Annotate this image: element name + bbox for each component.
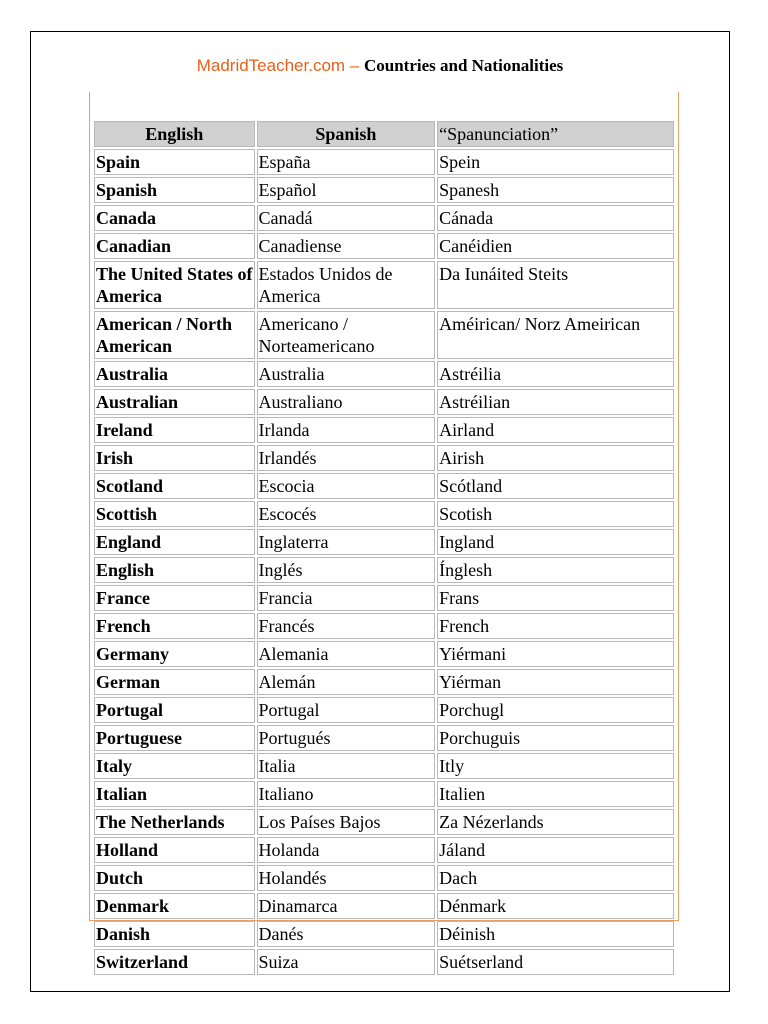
english-cell: Switzerland — [94, 949, 255, 975]
header-separator: – — [345, 56, 364, 75]
spanunciation-cell: Za Nézerlands — [437, 809, 674, 835]
table-row — [94, 233, 674, 259]
spanunciation-cell: Canéidien — [437, 233, 674, 259]
spanish-cell: Irlandés — [257, 445, 436, 471]
column-header-spanunciation: “Spanunciation” — [437, 121, 674, 147]
table-frame — [89, 92, 679, 972]
spanish-cell: Portugués — [257, 725, 436, 751]
spanunciation-cell: Spein — [437, 149, 674, 175]
english-cell: Denmark — [94, 893, 255, 919]
table-row — [94, 585, 674, 611]
table-row — [94, 389, 674, 415]
brand-name: MadridTeacher.com — [196, 56, 346, 75]
spanunciation-cell: Dénmark — [437, 893, 674, 919]
english-cell: Portuguese — [94, 725, 255, 751]
english-cell: Portugal — [94, 697, 255, 723]
column-header-english: English — [94, 121, 255, 147]
table-row — [94, 725, 674, 751]
spanunciation-cell: Scótland — [437, 473, 674, 499]
spanunciation-cell: Porchuguis — [437, 725, 674, 751]
table-row — [94, 445, 674, 471]
english-cell: Holland — [94, 837, 255, 863]
spanish-cell: Italiano — [257, 781, 436, 807]
spanish-cell: Holandés — [257, 865, 436, 891]
table-row — [94, 949, 674, 975]
spanunciation-cell: Ínglesh — [437, 557, 674, 583]
table-row — [94, 837, 674, 863]
table-row — [94, 261, 674, 309]
table-row — [94, 781, 674, 807]
spanish-cell: Estados Unidos de America — [257, 261, 436, 309]
spanish-cell: Canadiense — [257, 233, 436, 259]
table-row — [94, 417, 674, 443]
table-row — [94, 557, 674, 583]
spanunciation-cell: Yiérman — [437, 669, 674, 695]
spanunciation-cell: Italien — [437, 781, 674, 807]
page-title: Countries and Nationalities — [363, 56, 564, 75]
spanish-cell: Americano / Norteamericano — [257, 311, 436, 359]
spanish-cell: Dinamarca — [257, 893, 436, 919]
english-cell: The Netherlands — [94, 809, 255, 835]
table-body — [94, 149, 674, 975]
spanish-cell: Los Países Bajos — [257, 809, 436, 835]
spanish-cell: Escocés — [257, 501, 436, 527]
table-row — [94, 473, 674, 499]
column-header-spanish: Spanish — [257, 121, 436, 147]
english-cell: Australian — [94, 389, 255, 415]
spanunciation-cell: Itly — [437, 753, 674, 779]
spanish-cell: Portugal — [257, 697, 436, 723]
spanunciation-cell: Jáland — [437, 837, 674, 863]
spanunciation-cell: Airish — [437, 445, 674, 471]
english-cell: French — [94, 613, 255, 639]
english-cell: Germany — [94, 641, 255, 667]
english-cell: Dutch — [94, 865, 255, 891]
spanunciation-cell: Déinish — [437, 921, 674, 947]
spanunciation-cell: Astréilia — [437, 361, 674, 387]
table-row — [94, 361, 674, 387]
table-row — [94, 865, 674, 891]
table-row — [94, 669, 674, 695]
spanunciation-cell: Ingland — [437, 529, 674, 555]
spanunciation-cell: French — [437, 613, 674, 639]
spanish-cell: Canadá — [257, 205, 436, 231]
table-row — [94, 311, 674, 359]
spanunciation-cell: Cánada — [437, 205, 674, 231]
english-cell: Italian — [94, 781, 255, 807]
spanish-cell: Suiza — [257, 949, 436, 975]
english-cell: Canadian — [94, 233, 255, 259]
spanunciation-cell: Frans — [437, 585, 674, 611]
english-cell: German — [94, 669, 255, 695]
spanunciation-cell: Scotish — [437, 501, 674, 527]
english-cell: English — [94, 557, 255, 583]
table-row — [94, 177, 674, 203]
english-cell: Australia — [94, 361, 255, 387]
spanish-cell: Irlanda — [257, 417, 436, 443]
spanunciation-cell: Da Iunáited Steits — [437, 261, 674, 309]
english-cell: France — [94, 585, 255, 611]
spanish-cell: Holanda — [257, 837, 436, 863]
table-row — [94, 501, 674, 527]
countries-table — [92, 119, 676, 977]
spanunciation-cell: Astréilian — [437, 389, 674, 415]
table-row — [94, 149, 674, 175]
spanish-cell: Inglaterra — [257, 529, 436, 555]
spanunciation-cell: Spanesh — [437, 177, 674, 203]
document-page — [30, 31, 730, 992]
spanish-cell: Italia — [257, 753, 436, 779]
english-cell: Italy — [94, 753, 255, 779]
english-cell: Ireland — [94, 417, 255, 443]
table-row — [94, 641, 674, 667]
spanunciation-cell: Dach — [437, 865, 674, 891]
table-row — [94, 205, 674, 231]
english-cell: Scotland — [94, 473, 255, 499]
english-cell: Canada — [94, 205, 255, 231]
english-cell: Danish — [94, 921, 255, 947]
spanish-cell: Australia — [257, 361, 436, 387]
table-row — [94, 529, 674, 555]
spanish-cell: Escocia — [257, 473, 436, 499]
table-row — [94, 613, 674, 639]
table-row — [94, 809, 674, 835]
spanish-cell: Inglés — [257, 557, 436, 583]
spanish-cell: España — [257, 149, 436, 175]
spanunciation-cell: Suétserland — [437, 949, 674, 975]
english-cell: Spanish — [94, 177, 255, 203]
page-header — [31, 56, 729, 76]
english-cell: The United States of America — [94, 261, 255, 309]
spanish-cell: Español — [257, 177, 436, 203]
spanish-cell: Francés — [257, 613, 436, 639]
english-cell: Scottish — [94, 501, 255, 527]
english-cell: Irish — [94, 445, 255, 471]
table-row — [94, 893, 674, 919]
spanish-cell: Alemania — [257, 641, 436, 667]
table-row — [94, 921, 674, 947]
spanish-cell: Alemán — [257, 669, 436, 695]
table-header-row — [94, 121, 674, 147]
spanunciation-cell: Airland — [437, 417, 674, 443]
spanunciation-cell: Porchugl — [437, 697, 674, 723]
english-cell: Spain — [94, 149, 255, 175]
english-cell: American / North American — [94, 311, 255, 359]
table-row — [94, 753, 674, 779]
spanunciation-cell: Yiérmani — [437, 641, 674, 667]
spanish-cell: Australiano — [257, 389, 436, 415]
spanish-cell: Francia — [257, 585, 436, 611]
english-cell: England — [94, 529, 255, 555]
spanunciation-cell: Améirican/ Norz Ameirican — [437, 311, 674, 359]
spanish-cell: Danés — [257, 921, 436, 947]
table-row — [94, 697, 674, 723]
